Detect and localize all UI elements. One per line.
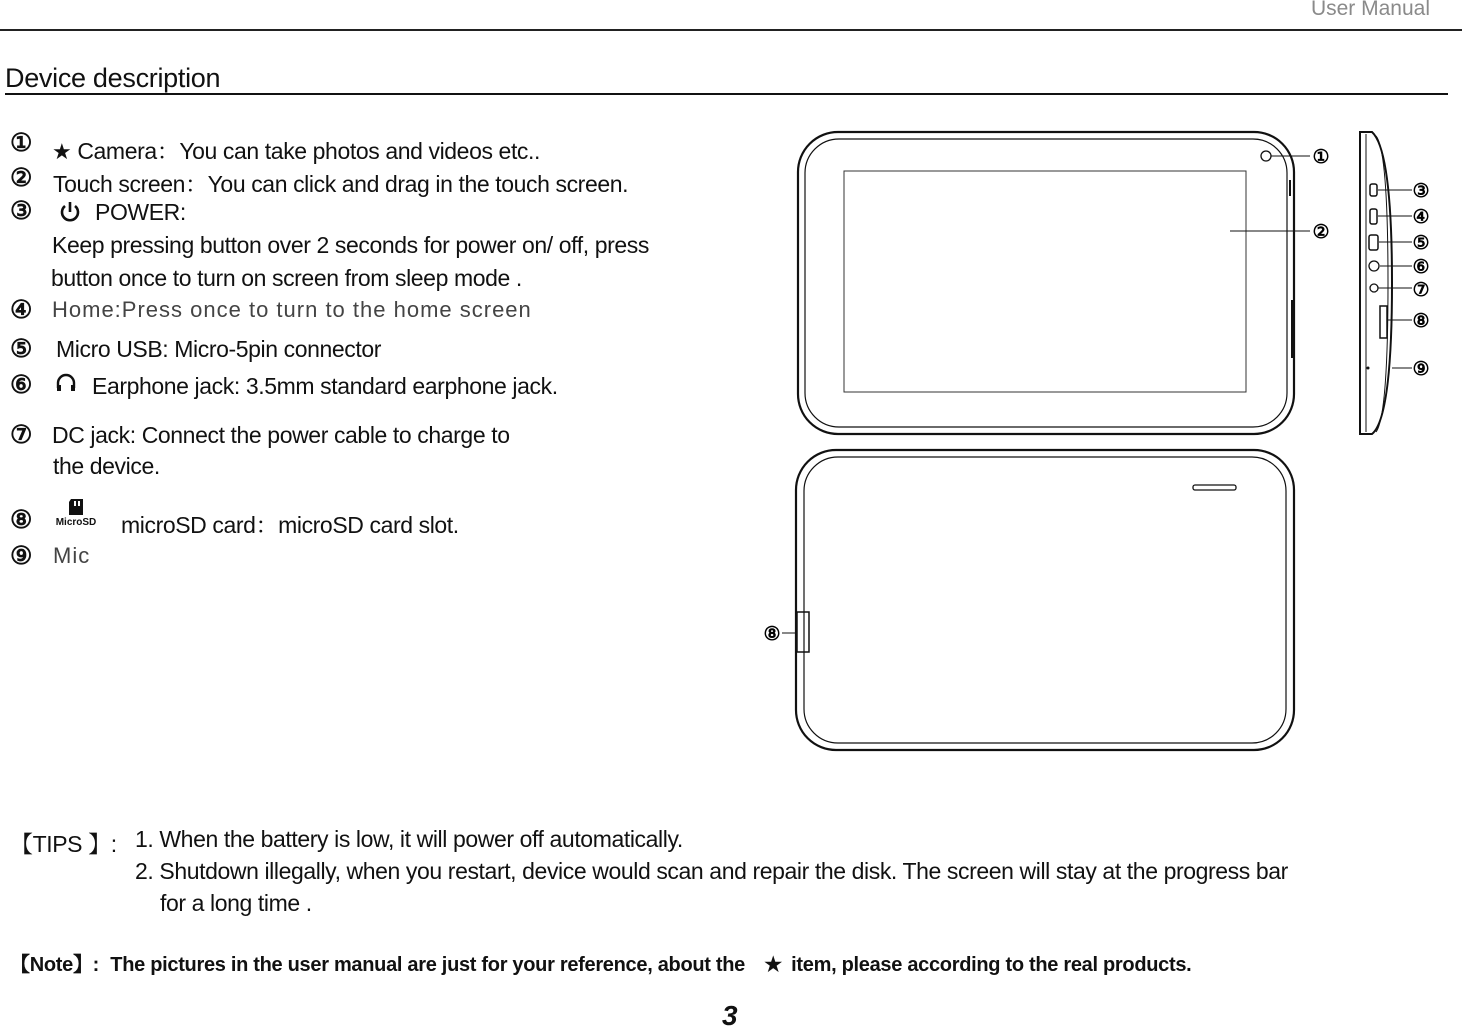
callout-8: ⑧ [1412,311,1430,332]
speaker-grille [1193,485,1236,490]
item-3-line3: button once to turn on screen from sleep mode . [51,265,522,291]
callout-3: ③ [1412,181,1430,202]
item-6-text: Earphone jack: 3.5mm standard earphone jack. [92,373,558,399]
item-8-number: ⑧ [10,506,33,534]
star-icon: ★ [764,954,782,976]
item-9-number: ⑨ [10,542,33,570]
item-7-number: ⑦ [10,421,33,449]
tips-line-2: 2. Shutdown illegally, when you restart, device would scan and repair the disk. The screen will stay at the progress bar [135,858,1288,884]
callout-6: ⑥ [1412,257,1430,278]
dc-jack [1370,284,1378,292]
item-5-number: ⑤ [10,335,33,363]
side-callout-lines [1378,190,1412,368]
page-number: 3 [722,1000,738,1031]
callout-4: ④ [1412,207,1430,228]
home-button [1370,184,1377,196]
item-6-number: ⑥ [10,371,33,399]
tablet-front-outline [798,132,1294,434]
tips-line-1: 1. When the battery is low, it will power off automatically. [135,826,683,852]
item-2-text: Touch screen：You can click and drag in the touch screen. [53,171,629,197]
item-4-number: ④ [10,296,33,324]
microsd-icon-label: MicroSD [55,517,97,528]
usb-port [1369,235,1378,250]
header-title: User Manual [1310,0,1430,20]
earphone-jack [1369,261,1379,271]
star-icon: ★ [52,139,72,164]
callout-1: ① [1312,147,1330,168]
item-7-text: DC jack: Connect the power cable to charge to [52,422,510,448]
note-text-before: The pictures in the user manual are just for your reference, about the [110,954,745,976]
callout-back-8: ⑧ [763,624,781,645]
microsd-slot [1380,306,1387,338]
section-title: Device description [5,63,221,93]
item-2-number: ② [10,164,33,192]
callout-9: ⑨ [1412,359,1430,380]
back-microsd-slot [797,612,809,652]
tips-line-3: for a long time . [160,890,312,916]
item-7-line2: the device. [53,453,160,479]
callout-5: ⑤ [1412,233,1430,254]
item-5-text: Micro USB: Micro-5pin connector [56,336,382,362]
item-number: ① [10,129,33,157]
item-8-text: microSD card：microSD card slot. [121,512,459,538]
note-label: 【Note】: [10,954,100,976]
tablet-side-outline [1360,132,1392,434]
item-label: Camera：You can take photos and videos etc.. [77,138,541,164]
tips-label: 【TIPS 】: [10,831,117,857]
note [10,948,1191,977]
note-text-after: item, please according to the real products. [791,954,1192,976]
mic-hole [1367,367,1370,370]
power-button [1370,209,1377,224]
item-3-number: ③ [10,197,33,225]
item-4-text: Home:Press once to turn to the home screen [52,297,532,322]
touch-screen-area [844,171,1246,392]
item-3-line2: Keep pressing button over 2 seconds for power on/ off, press [52,232,649,258]
callout-7: ⑦ [1412,280,1430,301]
item-9-text: Mic [53,543,91,568]
callout-2: ② [1312,222,1330,243]
camera-icon [1261,151,1271,161]
tablet-back-outline [796,450,1294,750]
item-3-label: POWER: [95,199,186,225]
